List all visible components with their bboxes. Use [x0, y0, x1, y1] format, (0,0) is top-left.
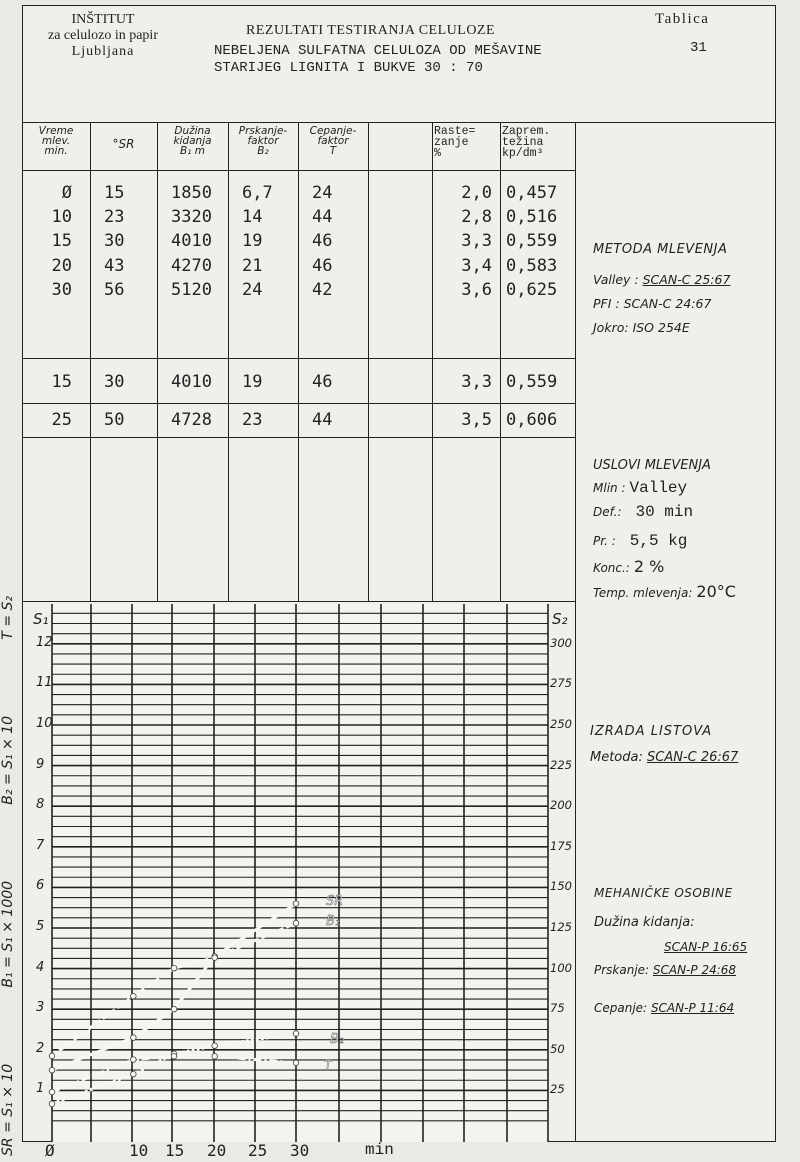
x-axis-tick: 20 [207, 1141, 227, 1160]
mehanicke-duzina-label: Dužina kidanja: [594, 915, 695, 930]
column-header-line: °SR [112, 137, 135, 151]
left-axis-tick: 7 [36, 837, 45, 853]
data-point-t [171, 1053, 177, 1059]
data-point-t [131, 1057, 137, 1063]
column-header-line: B₁ m [180, 145, 205, 157]
left-axis-tick: 10 [36, 716, 53, 731]
left-axis-tick: 11 [36, 675, 53, 691]
x-axis-tick: 15 [165, 1141, 185, 1160]
table-cell: 0,583 [506, 255, 558, 276]
table-cell: 56 [104, 279, 125, 300]
right-axis-tick: 150 [550, 879, 572, 894]
table-cell: 46 [312, 372, 333, 392]
table-cell: 50 [104, 410, 125, 430]
data-point-b1 [212, 955, 218, 961]
metoda-pfi-value: SCAN-C 24:67 [623, 296, 712, 311]
table-cell: 15 [51, 231, 72, 252]
data-point-b2 [293, 1031, 299, 1037]
uslovi-value: 20°C [696, 582, 736, 601]
left-axis-tick: 12 [36, 634, 53, 650]
table-cell: 3,3 [461, 372, 492, 392]
right-axis-title: S₂ [552, 610, 568, 628]
table-cell: 14 [242, 207, 263, 228]
page-title: REZULTATI TESTIRANJA CELULOZE [246, 23, 496, 38]
table-cell: 44 [312, 410, 333, 430]
data-point-sr [171, 1006, 177, 1012]
data-point-b1 [49, 1053, 55, 1059]
table-cell: 21 [242, 255, 263, 276]
column-header-line: % [434, 147, 441, 160]
column-header-line: faktor [317, 135, 349, 147]
right-axis-tick: 200 [550, 798, 572, 813]
table-cell: 19 [242, 372, 263, 392]
uslovi-value: 5,5 kg [629, 532, 688, 550]
column-header-line: Raste= [434, 125, 476, 138]
table-cell: 46 [312, 231, 333, 252]
table-label: Tablica [655, 11, 710, 27]
uslovi-label: Mlin : [593, 481, 626, 495]
table-cell: 3,6 [461, 279, 492, 300]
column-header-line: faktor [247, 135, 279, 147]
uslovi-label: Pr. : [593, 534, 616, 548]
x-axis-tick: 25 [248, 1141, 268, 1160]
data-point-t [293, 1060, 299, 1066]
data-point-t [49, 1089, 55, 1095]
institute-name: INŠTITUT [71, 12, 135, 27]
table-cell: 24 [242, 279, 263, 300]
institute-subtitle: za celulozo in papir [47, 28, 158, 43]
metoda-jokro-value: ISO 254E [632, 320, 690, 335]
scale-formula [0, 596, 20, 1156]
column-header-line: B₂ [257, 145, 269, 157]
table-cell: 0,559 [506, 372, 558, 392]
column-header-line: min. [44, 145, 68, 157]
table-cell: 0,516 [506, 207, 558, 228]
right-axis-tick: 175 [550, 838, 572, 853]
left-axis-tick: 3 [36, 1000, 45, 1016]
izrada-metoda-value: SCAN-C 26:67 [647, 750, 739, 765]
table-number: 31 [690, 40, 707, 56]
izrada-listova-title: IZRADA LISTOVA [590, 724, 713, 739]
mehanicke-cepanje-label: Cepanje: [594, 1001, 648, 1015]
table-cell: 2,0 [461, 183, 492, 203]
left-axis-tick: 4 [36, 959, 45, 975]
column-header-line: Vreme [38, 125, 74, 137]
izrada-metoda-label: Metoda: [590, 750, 643, 765]
series-label-b1: B₁ [326, 914, 341, 929]
left-axis-tick: 2 [36, 1040, 45, 1056]
uslovi-label: Konc.: [593, 561, 630, 575]
table-cell: 5120 [171, 279, 212, 300]
table-cell: 43 [104, 255, 125, 276]
mehanicke-osobine-title: MEHANIČKE OSOBINE [594, 886, 733, 900]
left-axis-tick: 5 [36, 919, 45, 934]
column-header-line: težina [502, 136, 544, 149]
mehanicke-duzina-value: SCAN-P 16:65 [664, 940, 748, 954]
table-cell: 46 [312, 255, 333, 276]
right-axis-tick: 300 [550, 635, 572, 650]
data-point-b1 [293, 920, 299, 926]
data-point-b2 [212, 1043, 218, 1049]
table-cell: 42 [312, 279, 333, 300]
uslovi-value: 30 min [635, 503, 694, 521]
table-cell: 4728 [171, 410, 212, 430]
metoda-mlevenja-title: METODA MLEVENJA [593, 242, 728, 257]
table-cell: 3320 [171, 207, 212, 228]
table-cell: 25 [51, 410, 72, 430]
table-cell: 15 [51, 372, 72, 392]
right-axis-tick: 25 [550, 1082, 565, 1097]
uslovi-mlevenja-title: USLOVI MLEVENJA [593, 458, 711, 473]
data-point-t [212, 1053, 218, 1059]
right-axis-tick: 100 [550, 960, 572, 975]
table-cell: 3,3 [461, 231, 492, 252]
table-cell: 1850 [171, 183, 212, 203]
data-point-b1 [131, 993, 137, 999]
table-cell: 44 [312, 207, 333, 228]
table-cell: 0,606 [506, 410, 558, 430]
institute-city: Ljubljana [71, 44, 135, 59]
data-point-b2 [49, 1101, 55, 1107]
data-point-sr [131, 1035, 137, 1041]
uslovi-label: Temp. mlevenja: [593, 586, 693, 600]
right-axis-tick: 225 [550, 757, 572, 772]
table-cell: 19 [242, 231, 263, 252]
uslovi-value: Valley [629, 479, 688, 497]
right-axis-tick: 125 [550, 920, 572, 934]
table-cell: 23 [242, 410, 263, 430]
table-cell: 23 [104, 207, 125, 228]
metoda-jokro-label: Jokro: [593, 320, 629, 335]
table-cell: Ø [61, 183, 72, 203]
table-cell: 30 [104, 231, 125, 252]
mehanicke-prskanje-label: Prskanje: [594, 963, 650, 977]
column-header-line: Cepanje- [309, 125, 357, 137]
table-cell: 30 [104, 372, 125, 392]
right-axis-tick: 50 [550, 1041, 565, 1056]
series-label-sr: SR [326, 894, 344, 909]
table-cell: 30 [51, 279, 72, 300]
left-axis-title: S₁ [33, 610, 49, 628]
column-header-line: kp/dm³ [502, 147, 544, 160]
formula-b1: B₁ = S₁ × 1000 [0, 880, 16, 988]
table-cell: 24 [312, 183, 333, 203]
data-point-sr [293, 901, 299, 907]
column-header-line: kidanja [173, 135, 212, 147]
left-axis-tick: 6 [36, 878, 45, 894]
table-cell: 4010 [171, 231, 212, 252]
x-axis-tick: Ø [45, 1141, 55, 1160]
column-header-line: T [329, 145, 337, 157]
series-label-b2: B₂ [330, 1032, 345, 1047]
mehanicke-cepanje-value: SCAN-P 11:64 [650, 1001, 735, 1015]
table-cell: 4270 [171, 255, 212, 276]
column-header-line: Zaprem. [502, 125, 551, 138]
series-label-t: T [324, 1059, 332, 1074]
subtitle-line-2: STARIJEG LIGNITA I BUKVE 30 : 70 [214, 60, 483, 76]
table-cell: 3,5 [461, 410, 492, 430]
right-axis-tick: 250 [550, 717, 572, 731]
right-axis-tick: 75 [550, 1001, 565, 1016]
table-cell: 10 [51, 207, 72, 228]
metoda-pfi-label: PFI : [593, 296, 620, 311]
table-cell: 0,457 [506, 183, 558, 203]
data-point-b2 [131, 1071, 137, 1077]
subtitle-line-1: NEBELJENA SULFATNA CELULOZA OD MEŠAVINE [214, 43, 542, 59]
formula-t: T = S₂ [0, 596, 16, 640]
formula-sr: SR = S₁ × 10 [0, 1063, 16, 1156]
x-axis-title: min [365, 1141, 394, 1159]
x-axis-tick: 10 [129, 1141, 149, 1160]
data-point-sr [49, 1067, 55, 1073]
left-axis-tick: 1 [36, 1081, 45, 1097]
table-cell: 4010 [171, 372, 212, 392]
left-axis-tick: 8 [36, 797, 45, 813]
column-header-line: Dužina [174, 125, 211, 137]
formula-b2: B₂ = S₁ × 10 [0, 715, 16, 805]
x-axis-tick: 30 [290, 1141, 310, 1160]
table-cell: 0,625 [506, 279, 558, 300]
column-header-line: mlev. [41, 135, 71, 147]
left-axis-tick: 9 [36, 756, 45, 772]
data-point-b1 [171, 965, 177, 971]
table-cell: 3,4 [461, 255, 492, 276]
mehanicke-prskanje-value: SCAN-P 24:68 [652, 963, 737, 977]
uslovi-label: Def.: [593, 505, 622, 519]
table-cell: 2,8 [461, 207, 492, 228]
table-cell: 0,559 [506, 231, 558, 252]
table-cell: 15 [104, 183, 125, 203]
column-header-line: zanje [434, 136, 469, 149]
metoda-valley-value: SCAN-C 25:67 [642, 272, 731, 287]
table-cell: 20 [51, 255, 72, 276]
uslovi-value: 2 % [633, 557, 665, 576]
table-cell: 6,7 [242, 183, 273, 203]
metoda-valley-label: Valley : [593, 272, 639, 287]
right-axis-tick: 275 [550, 676, 572, 691]
column-header-line: Prskanje- [238, 125, 288, 137]
